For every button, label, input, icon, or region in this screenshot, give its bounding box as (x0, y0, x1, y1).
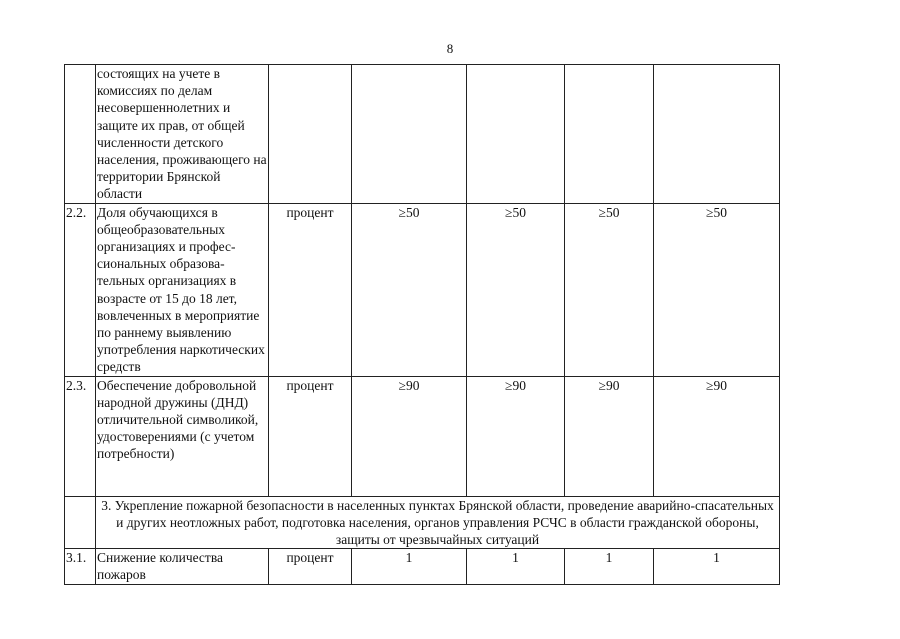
indicator-name: Снижение количества пожаров (96, 549, 269, 584)
value-cell (467, 65, 565, 204)
value-cell: 1 (467, 549, 565, 584)
value-cell (565, 65, 654, 204)
value-cell: ≥90 (654, 376, 780, 496)
value-cell: ≥90 (565, 376, 654, 496)
value-cell: ≥90 (467, 376, 565, 496)
value-cell: ≥50 (565, 203, 654, 376)
indicators-table (64, 64, 780, 585)
row-number: 3.1. (65, 549, 96, 584)
value-cell: ≥50 (654, 203, 780, 376)
value-cell: 1 (352, 549, 467, 584)
value-cell: ≥50 (352, 203, 467, 376)
section-header-row (65, 496, 780, 549)
indicator-name: состоящих на учете в комиссиях по делам несовершеннолетних и защите их прав, от общей численности детского населения, проживающего на территории Брянской области (97, 66, 267, 202)
table-row (65, 376, 780, 496)
value-cell (654, 65, 780, 204)
section-number-cell (65, 496, 96, 549)
value-cell: 1 (654, 549, 780, 584)
value-cell (352, 65, 467, 204)
unit-cell: процент (269, 203, 352, 376)
value-cell: ≥50 (467, 203, 565, 376)
unit-cell: процент (269, 549, 352, 584)
row-number (65, 65, 96, 204)
page-number: 8 (446, 41, 454, 56)
value-cell: ≥90 (352, 376, 467, 496)
table-row (65, 549, 780, 584)
indicator-name: Обеспечение добровольной народной дружины (ДНД) отличительной символикой, удостоверениями (с учетом потребности) (96, 376, 269, 496)
unit-cell (269, 65, 352, 204)
row-number: 2.3. (65, 376, 96, 496)
unit-cell: процент (269, 376, 352, 496)
section-title: 3. Укрепление пожарной безопасности в населенных пунктах Брянской области, проведение аварийно-спасательных и других неотложных работ, подготовка населения, органов управления РСЧС в области гражданской обороны, защиты от чрезвычайных ситуаций (96, 496, 780, 549)
row-number: 2.2. (65, 203, 96, 376)
table-row (65, 203, 780, 376)
table-row (65, 65, 780, 204)
indicator-name: Доля обучающихся в общеобразовательных организациях и профес-сиональных образова-тельных организациях в возрасте от 15 до 18 лет, вовлеченных в мероприятие по раннему выявлению употребления наркотических средств (96, 203, 269, 376)
value-cell: 1 (565, 549, 654, 584)
